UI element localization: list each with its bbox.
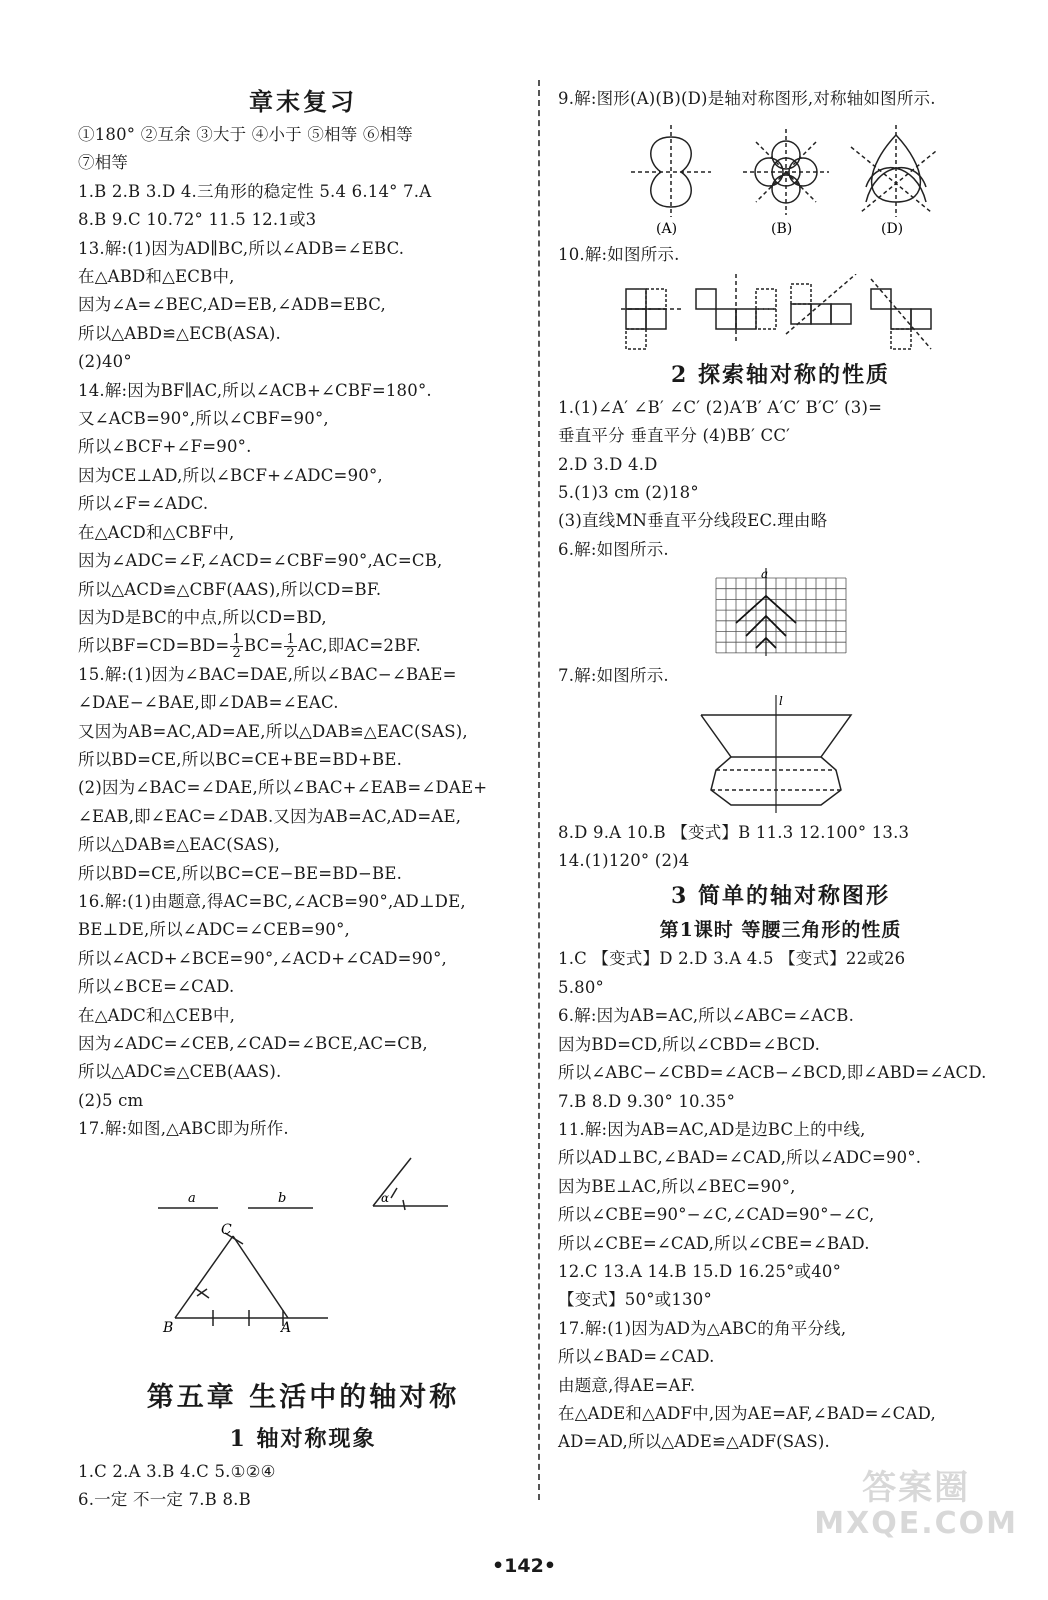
answer-line: (3)直线MN垂直平分线段EC.理由略 <box>558 511 828 531</box>
answer-line: 11.解:因为AB=AC,AD是边BC上的中线, <box>558 1119 866 1139</box>
answer-line: ∠DAE−∠BAE,即∠DAB=∠EAC. <box>78 693 339 713</box>
label-alpha: α <box>381 1190 390 1205</box>
column-divider <box>538 80 540 1500</box>
answer-line: 又因为AB=AC,AD=AE,所以△DAB≌△EAC(SAS), <box>78 721 468 741</box>
answer-line: 所以∠BCF+∠F=90°. <box>78 437 252 457</box>
label-a: a <box>188 1190 196 1206</box>
answer-line: 所以△ADC≌△CEB(AAS). <box>78 1062 282 1082</box>
answer-line: 所以∠BCE=∠CAD. <box>78 977 235 997</box>
angle-ray-side <box>373 1158 411 1206</box>
answer-line: 8.D 9.A 10.B 【变式】B 11.3 12.100° 13.3 <box>558 822 910 842</box>
answer-line: 由题意,得AE=AF. <box>558 1375 696 1395</box>
label-shape-a: (A) <box>655 221 677 238</box>
triangle-side-bc <box>175 1236 233 1318</box>
answer-line: 因为∠ADC=∠CEB,∠CAD=∠BCE,AC=CB, <box>78 1034 428 1053</box>
answer-line: 因为D是BC的中点,所以CD=BD, <box>78 607 327 627</box>
left-column <box>78 85 528 1514</box>
frac-text-3: AC,即AC=2BF. <box>297 636 421 656</box>
answer-line: 所以BD=CE,所以BC=CE−BE=BD−BE. <box>78 863 403 883</box>
answer-block-right-b <box>558 819 1003 876</box>
label-axis-l: l <box>778 694 783 708</box>
numerator: 1 <box>286 632 295 648</box>
section-title-chapter-review: 章末复习 <box>249 87 357 116</box>
triangle-side-ca <box>233 1236 288 1318</box>
answer-7: 7.解:如图所示. <box>558 666 669 686</box>
axial-symmetry-shapes-figure <box>626 117 936 237</box>
answer-line: (2)因为∠BAC=∠DAE,所以∠BAC+∠EAB=∠DAE+ <box>78 778 488 798</box>
answer-line: 又∠ACB=90°,所以∠CBF=90°, <box>78 409 329 429</box>
frac-text-1: 所以BF=CD=BD= <box>78 636 230 656</box>
answer-block-b <box>78 661 528 1144</box>
answer-line: 12.C 13.A 14.B 15.D 16.25°或40° <box>558 1261 842 1281</box>
symmetric-figure-7 <box>691 695 871 815</box>
answer-line: 17.解:如图,△ABC即为所作. <box>78 1119 289 1139</box>
label-b: b <box>278 1190 287 1206</box>
fraction-line <box>78 632 528 660</box>
watermark-text: 答案圈 <box>862 1468 971 1508</box>
answer-line: 1.C 2.A 3.B 4.C 5.①②④ <box>78 1461 276 1481</box>
answer-line: ∠EAB,即∠EAC=∠DAB.又因为AB=AC,AD=AE, <box>78 806 462 826</box>
answer-block-c <box>78 1458 528 1515</box>
answer-line: 因为BD=CD,所以∠CBD=∠BCD. <box>558 1034 821 1054</box>
answer-line: 6.解:因为AB=AC,所以∠ABC=∠ACB. <box>558 1006 855 1026</box>
answer-line: BE⊥DE,所以∠ADC=∠CEB=90°, <box>78 920 350 940</box>
answer-10: 10.解:如图所示. <box>558 245 680 265</box>
answer-line: 所以△DAB≌△EAC(SAS), <box>78 835 281 855</box>
answer-line: AD=AD,所以△ADE≌△ADF(SAS). <box>558 1432 830 1452</box>
answer-line: 所以∠F=∠ADC. <box>78 494 209 514</box>
answer-line: 5.(1)3 cm (2)18° <box>558 483 699 503</box>
answer-line: 因为∠ADC=∠F,∠ACD=∠CBF=90°,AC=CB, <box>78 551 443 571</box>
answer-line: 16.解:(1)由题意,得AC=BC,∠ACB=90°,AD⊥DE, <box>78 891 466 911</box>
denominator: 2 <box>232 646 241 662</box>
answer-line: 所以∠ACD+∠BCE=90°,∠ACD+∠CAD=90°, <box>78 948 447 968</box>
answer-line: 所以△ACD≌△CBF(AAS),所以CD=BF. <box>78 579 382 599</box>
answer-line: 1.B 2.B 3.D 4.三角形的稳定性 5.4 6.14° 7.A <box>78 181 432 201</box>
answer-line: 垂直平分 垂直平分 (4)BB′ CC′ <box>558 426 791 446</box>
answer-line: 14.解:因为BF∥AC,所以∠ACB+∠CBF=180°. <box>78 380 432 400</box>
numerator: 1 <box>232 632 241 648</box>
answer-line: 所以BD=CE,所以BC=CE+BE=BD+BE. <box>78 749 403 769</box>
watermark-url: MXQE.COM <box>814 1506 1018 1541</box>
answer-line: 所以AD⊥BC,∠BAD=∠CAD,所以∠ADC=90°. <box>558 1148 922 1168</box>
answer-line: 因为BE⊥AC,所以∠BEC=90°, <box>558 1176 796 1196</box>
answer-line: 在△ADE和△ADF中,因为AE=AF,∠BAD=∠CAD, <box>558 1403 936 1423</box>
section-title-2: 2 探索轴对称的性质 <box>671 361 890 388</box>
fraction-one-half <box>230 633 242 660</box>
label-shape-b: (B) <box>770 221 792 238</box>
answer-line: ①180° ②互余 ③大于 ④小于 ⑤相等 ⑥相等 <box>78 125 413 144</box>
answer-line: 2.D 3.D 4.D <box>558 454 658 474</box>
triangle-construction-figure <box>153 1148 453 1368</box>
label-shape-d: (D) <box>880 221 903 238</box>
answer-line: 【变式】50°或130° <box>558 1290 712 1310</box>
watermark <box>814 1470 1018 1542</box>
answer-line: 所以∠BAD=∠CAD. <box>558 1347 715 1367</box>
answer-line: 在△ACD和△CBF中, <box>78 522 235 542</box>
label-vertex-c: C <box>221 1221 232 1238</box>
answer-line: 因为∠A=∠BEC,AD=EB,∠ADB=EBC, <box>78 295 386 315</box>
answer-line: 所以△ABD≌△ECB(ASA). <box>78 323 281 343</box>
denominator: 2 <box>286 646 295 662</box>
answer-line: 在△ADC和△CEB中, <box>78 1005 236 1025</box>
answer-line: 15.解:(1)因为∠BAC=DAE,所以∠BAC−∠BAE= <box>78 664 457 684</box>
grid-reflection-figure <box>711 568 851 658</box>
answer-block-a <box>78 121 528 632</box>
answer-line: 所以∠ABC−∠CBD=∠ACB−∠BCD,即∠ABD=∠ACD. <box>558 1063 987 1083</box>
answer-line: 17.解:(1)因为AD为△ABC的角平分线, <box>558 1318 847 1338</box>
answer-line: 6.解:如图所示. <box>558 539 669 559</box>
answer-line: 5.80° <box>558 977 604 997</box>
lesson-title: 第1课时 等腰三角形的性质 <box>659 919 902 942</box>
answer-line: 7.B 8.D 9.30° 10.35° <box>558 1091 736 1111</box>
reflection-squares-figure <box>621 274 941 354</box>
answer-line: 所以∠CBE=∠CAD,所以∠CBE=∠BAD. <box>558 1233 870 1253</box>
answer-line: ⑦相等 <box>78 153 129 173</box>
answer-line: 1.C 【变式】D 2.D 3.A 4.5 【变式】22或26 <box>558 949 906 969</box>
answer-block-right-c <box>558 945 1003 1456</box>
section-title-3: 3 简单的轴对称图形 <box>671 883 890 910</box>
answer-line: 所以∠CBE=90°−∠C,∠CAD=90°−∠C, <box>558 1205 875 1225</box>
answer-line: 6.一定 不一定 7.B 8.B <box>78 1490 251 1510</box>
section-title-1: 1 轴对称现象 <box>229 1425 377 1452</box>
label-vertex-b: B <box>163 1319 174 1336</box>
answer-block-right-a <box>558 394 1003 564</box>
answer-line: 1.(1)∠A′ ∠B′ ∠C′ (2)A′B′ A′C′ B′C′ (3)= <box>558 397 883 417</box>
answer-9: 9.解:图形(A)(B)(D)是轴对称图形,对称轴如图所示. <box>558 89 936 108</box>
answer-line: 13.解:(1)因为AD∥BC,所以∠ADB=∠EBC. <box>78 238 405 258</box>
answer-line: 14.(1)120° (2)4 <box>558 851 690 871</box>
chapter-title: 第五章 生活中的轴对称 <box>146 1381 460 1413</box>
answer-line: 8.B 9.C 10.72° 11.5 12.1或3 <box>78 210 317 230</box>
answer-line: 因为CE⊥AD,所以∠BCF+∠ADC=90°, <box>78 465 383 485</box>
answer-line: (2)5 cm <box>78 1090 144 1110</box>
label-axis-a: a <box>760 568 768 582</box>
label-vertex-a: A <box>281 1319 292 1336</box>
right-column <box>558 85 1003 1457</box>
frac-text-2: BC= <box>243 636 284 656</box>
answer-line: (2)40° <box>78 352 132 372</box>
page-number: •142• <box>492 1555 556 1577</box>
fraction-one-half <box>284 633 296 660</box>
answer-line: 在△ABD和△ECB中, <box>78 267 235 287</box>
